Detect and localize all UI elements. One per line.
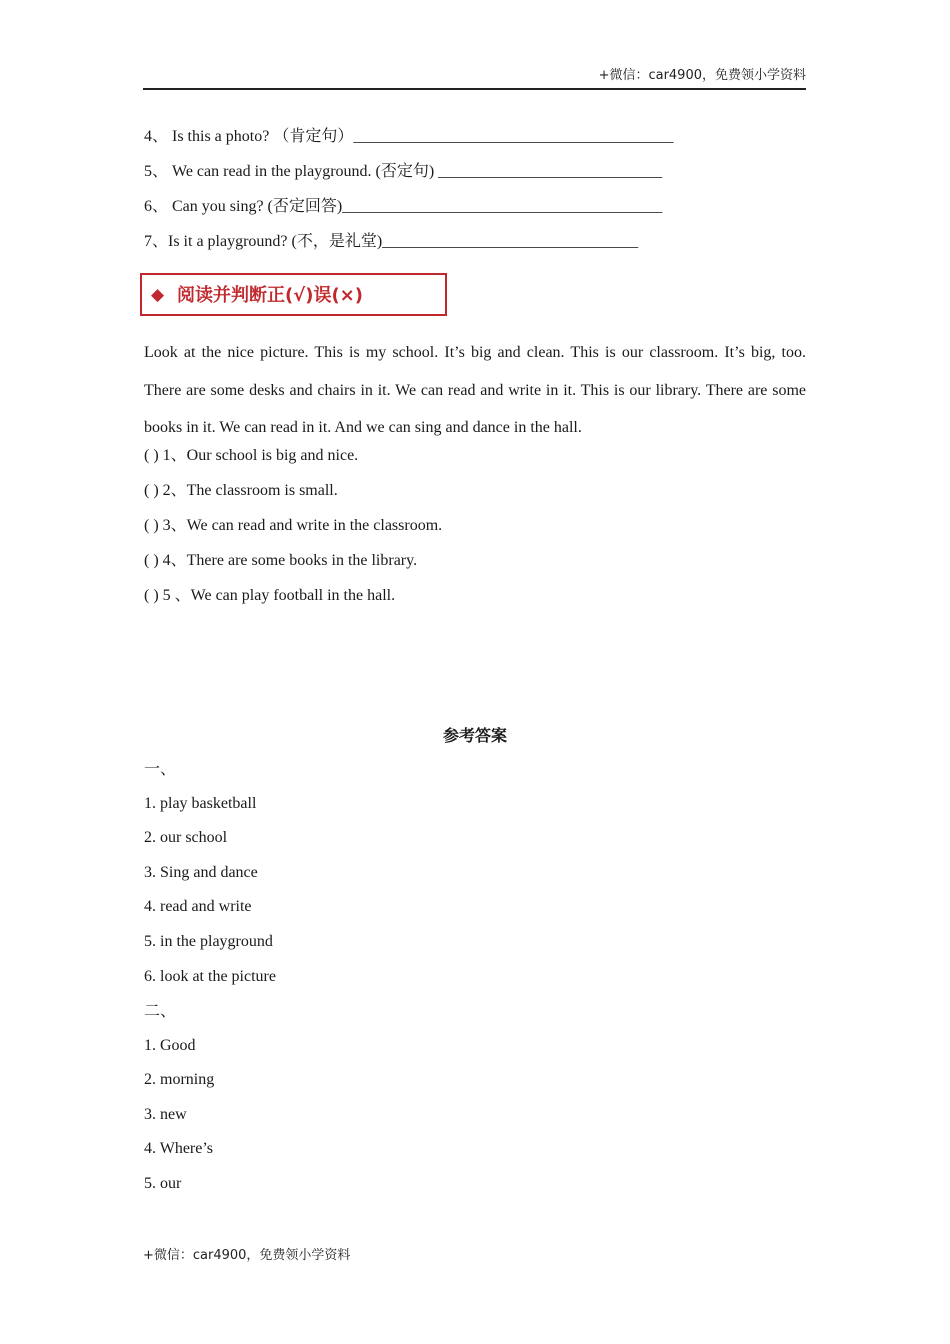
answer-part1-heading: 一、	[144, 761, 177, 778]
diamond-bullet-icon: ◆	[151, 285, 165, 305]
answer-part2-item-4: 4. Where’s	[144, 1140, 214, 1157]
answer-part1-item-4: 4. read and write	[144, 898, 252, 915]
reading-passage: Look at the nice picture. This is my school. It’s big and clean. This is our classroom. It’s big, too. There are some desks and chairs in it. We can read and write in it. This is our library. There are some books in it. We can read in it. And we can sing and dance in the hall.	[144, 344, 806, 436]
answer-part2-item-2: 2. morning	[144, 1071, 215, 1088]
section-heading-box	[140, 273, 447, 316]
judgment-1: ( ) 1、Our school is big and nice.	[144, 447, 359, 464]
page-header	[143, 66, 806, 90]
answer-part2-item-5: 5. our	[144, 1175, 182, 1192]
question-7: 7、Is it a playground? (不，是礼堂)________________________________	[144, 233, 639, 250]
question-4: 4、 Is this a photo? （肯定句）________________________________________	[144, 128, 674, 145]
footer-watermark: +微信：car4900，免费领小学资料	[143, 1248, 351, 1263]
page-footer	[143, 1246, 350, 1266]
answer-part1-item-1: 1. play basketball	[144, 795, 257, 812]
answer-part1-item-6: 6. look at the picture	[144, 968, 276, 985]
judgment-3: ( ) 3、We can read and write in the classroom.	[144, 517, 443, 534]
judgment-2: ( ) 2、The classroom is small.	[144, 482, 338, 499]
answer-part2-item-3: 3. new	[144, 1106, 187, 1123]
answer-part1-item-2: 2. our school	[144, 829, 228, 846]
judgment-4: ( ) 4、There are some books in the library.	[144, 552, 418, 569]
header-watermark: +微信：car4900，免费领小学资料	[598, 68, 806, 83]
answer-part2-item-1: 1. Good	[144, 1037, 196, 1054]
section-title: 阅读并判断正(√)误(×)	[177, 285, 363, 306]
answer-part1-item-5: 5. in the playground	[144, 933, 273, 950]
answer-part2-heading: 二、	[144, 1003, 177, 1020]
answer-part1-item-3: 3. Sing and dance	[144, 864, 258, 881]
answer-key-title: 参考答案	[442, 726, 507, 745]
judgment-5: ( ) 5 、We can play football in the hall.	[144, 587, 396, 604]
question-5: 5、 We can read in the playground. (否定句) ____________________________	[144, 163, 663, 180]
question-6: 6、 Can you sing? (否定回答)________________________________________	[144, 198, 663, 215]
